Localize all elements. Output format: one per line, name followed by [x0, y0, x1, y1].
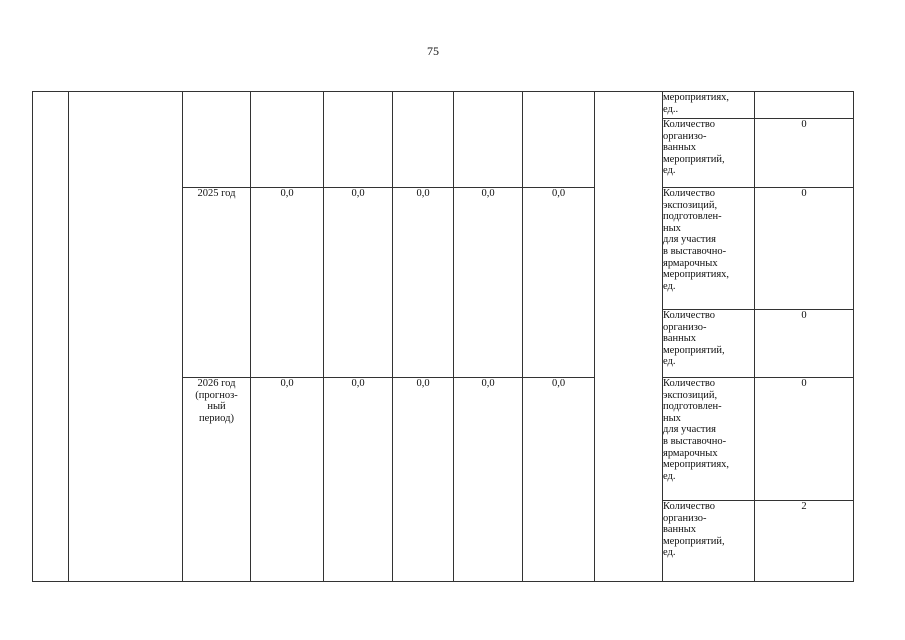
year-label: (прогноз-: [195, 389, 238, 401]
indicator-line: мероприятиях,: [663, 269, 730, 281]
indicator-name-cell: [663, 188, 755, 310]
amount-cell: [251, 92, 324, 188]
indicator-line: ванных: [663, 524, 697, 536]
table-row-continued: [33, 92, 854, 119]
amount-cell: 0,0: [523, 188, 595, 378]
indicator-line: ванных: [663, 142, 697, 154]
indicator-line: ных: [663, 412, 681, 424]
year-label: период): [199, 412, 234, 424]
indicator-line: организо-: [663, 512, 707, 524]
year-cell-previous: [183, 92, 251, 188]
indicator-line: экспозиций,: [663, 389, 718, 401]
indicator-line: Количество: [663, 188, 716, 199]
amount-cell: [393, 92, 454, 188]
program-table: [32, 91, 854, 582]
amount-cell: 0,0: [324, 188, 393, 378]
indicator-line: мероприятиях,: [663, 459, 730, 471]
row-number-cell: [33, 92, 69, 582]
indicator-line: ед.: [663, 165, 676, 177]
indicator-line: для участия: [663, 424, 716, 436]
amount-cell: 0,0: [251, 378, 324, 582]
indicator-value-cell: 0: [755, 119, 854, 188]
indicator-name-cell: [663, 119, 755, 188]
year-label: 2025 год: [197, 188, 236, 199]
indicator-line: подготовлен-: [663, 211, 722, 223]
amount-cell: 0,0: [454, 188, 523, 378]
indicator-value-cell: 0: [755, 378, 854, 501]
indicator-line: ед.: [663, 356, 676, 368]
indicator-line: ед.: [663, 280, 676, 292]
indicator-line: мероприятиях,: [663, 92, 730, 103]
executor-cell: [595, 92, 663, 582]
amount-cell: [324, 92, 393, 188]
indicator-line: Количество: [663, 119, 716, 130]
indicator-line: ярмарочных: [663, 447, 718, 459]
indicator-value-cell: 2: [755, 501, 854, 582]
indicator-value-cell: 0: [755, 310, 854, 378]
indicator-line: в выставочно-: [663, 435, 727, 447]
indicator-line: ед.: [663, 470, 676, 482]
amount-cell: 0,0: [523, 378, 595, 582]
amount-cell: 0,0: [393, 378, 454, 582]
year-cell: [183, 378, 251, 582]
page-number: 75: [427, 44, 439, 58]
indicator-value-cell: [755, 92, 854, 119]
indicator-line: в выставочно-: [663, 245, 727, 257]
amount-cell: 0,0: [454, 378, 523, 582]
indicator-line: Количество: [663, 501, 716, 512]
amount-cell: 0,0: [324, 378, 393, 582]
activity-name-cell: [69, 92, 183, 582]
indicator-line: для участия: [663, 234, 716, 246]
indicator-name-cell: [663, 92, 755, 119]
indicator-line: подготовлен-: [663, 401, 722, 413]
indicator-line: организо-: [663, 321, 707, 333]
indicator-name-cell: [663, 378, 755, 501]
indicator-name-cell: [663, 501, 755, 582]
indicator-line: Количество: [663, 378, 716, 389]
amount-cell: 0,0: [393, 188, 454, 378]
indicator-line: мероприятий,: [663, 153, 725, 165]
indicator-line: ед.: [663, 547, 676, 559]
year-label: ный: [207, 401, 226, 413]
indicator-line: ед..: [663, 103, 679, 115]
indicator-line: экспозиций,: [663, 199, 718, 211]
indicator-name-cell: [663, 310, 755, 378]
indicator-line: мероприятий,: [663, 344, 725, 356]
year-cell: [183, 188, 251, 378]
indicator-line: ванных: [663, 333, 697, 345]
indicator-line: ярмарочных: [663, 257, 718, 269]
indicator-value-cell: 0: [755, 188, 854, 310]
indicator-line: мероприятий,: [663, 535, 725, 547]
indicator-line: ных: [663, 222, 681, 234]
amount-cell: 0,0: [251, 188, 324, 378]
indicator-line: организо-: [663, 130, 707, 142]
year-label: 2026 год: [197, 378, 236, 389]
amount-cell: [454, 92, 523, 188]
amount-cell: [523, 92, 595, 188]
indicator-line: Количество: [663, 310, 716, 321]
